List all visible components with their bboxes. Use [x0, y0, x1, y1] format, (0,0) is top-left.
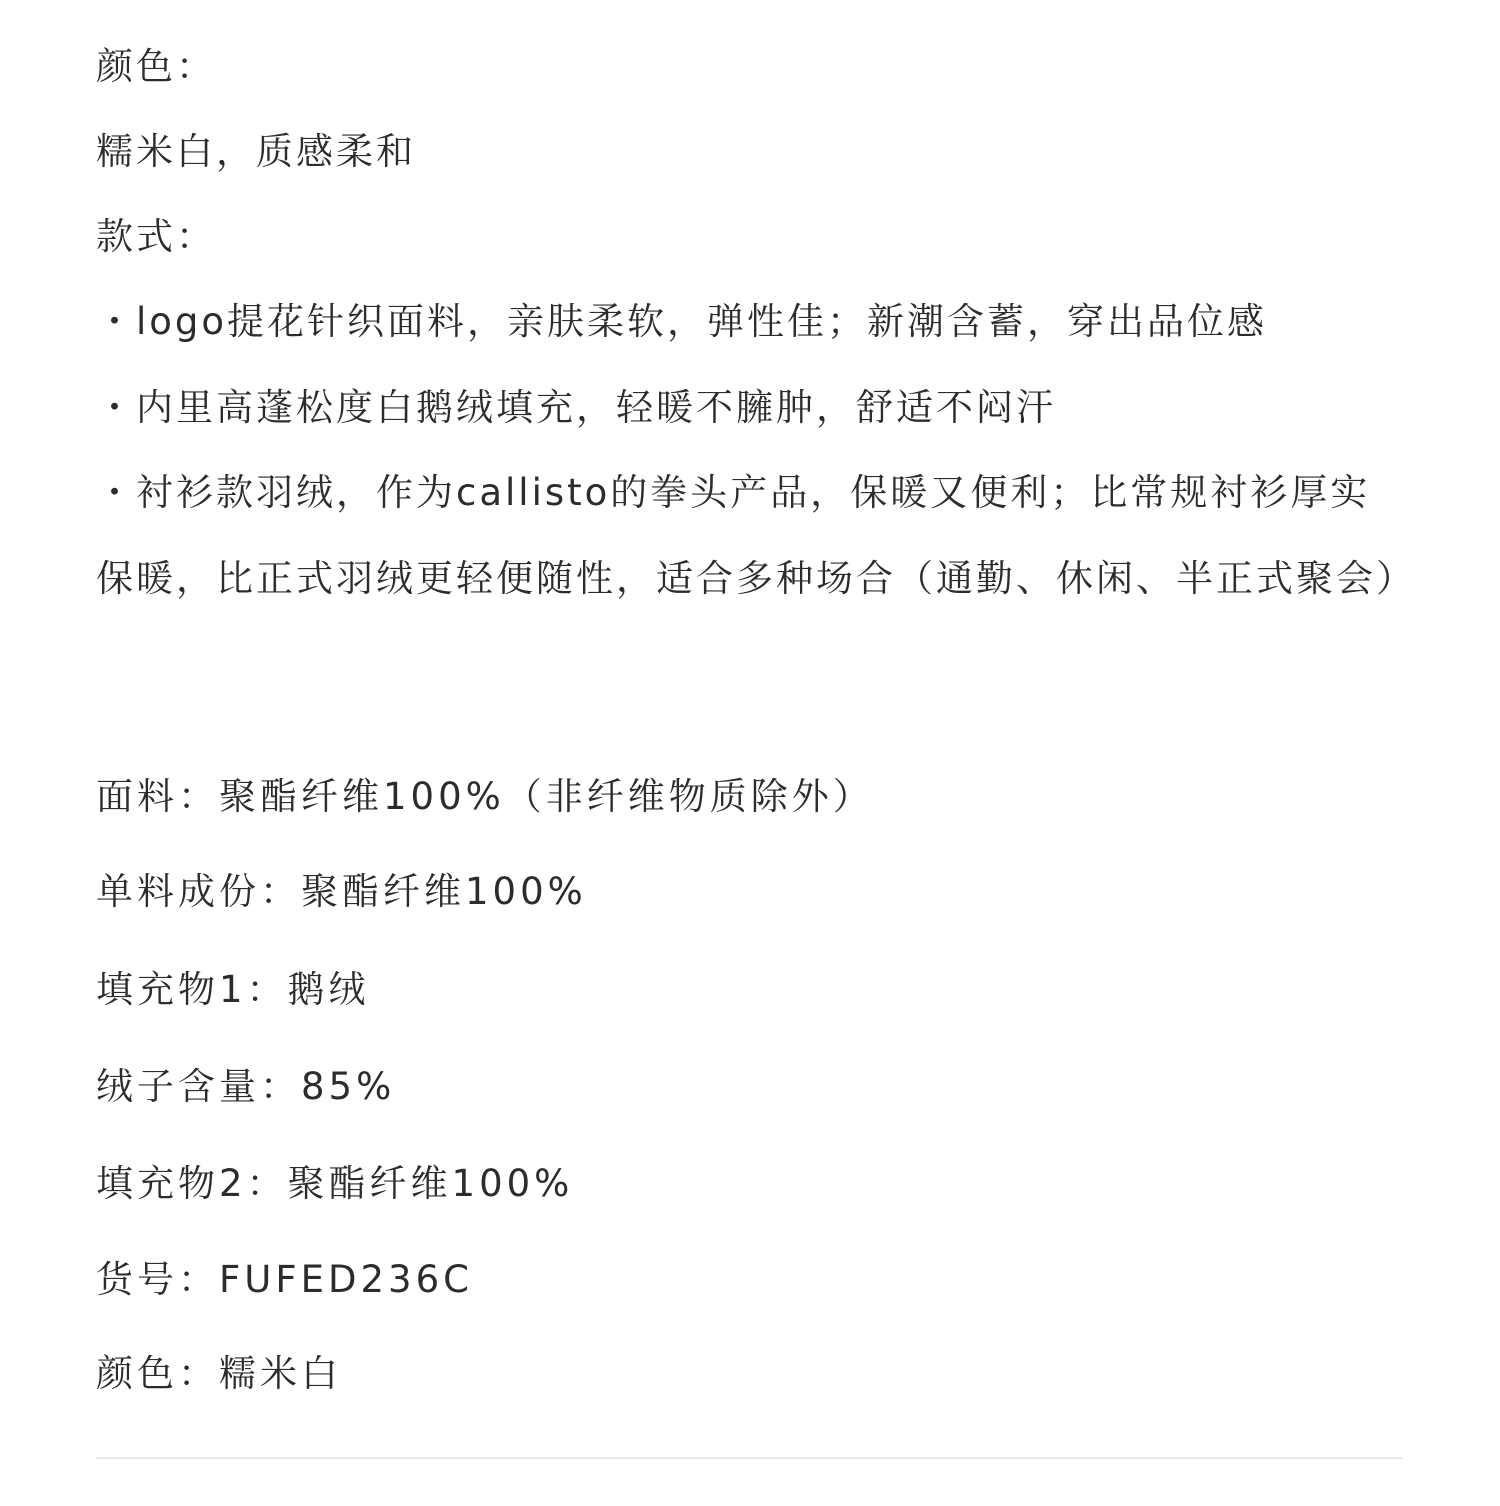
color-description: 糯米白，质感柔和 [96, 130, 416, 173]
spec-down-content: 绒子含量：85% [96, 1065, 396, 1108]
spec-fabric: 面料：聚酯纤维100%（非纤维物质除外） [96, 775, 874, 818]
color-label: 颜色： [96, 45, 216, 88]
spec-item-number: 货号：FUFED236C [96, 1258, 473, 1301]
feature-bullet-fabric: ・logo提花针织面料，亲肤柔软，弹性佳；新潮含蓄，穿出品位感 [96, 300, 1268, 343]
spec-filling-2: 填充物2：聚酯纤维100% [96, 1162, 574, 1205]
bottom-divider [96, 1457, 1402, 1459]
spec-color: 颜色：糯米白 [96, 1352, 342, 1395]
spec-filling-1: 填充物1：鹅绒 [96, 968, 370, 1011]
style-label: 款式： [96, 215, 216, 258]
feature-bullet-style: ・衬衫款羽绒，作为callisto的拳头产品，保暖又便利；比常规衬衫厚实保暖，比正式羽绒更轻便随性，适合多种场合（通勤、休闲、半正式聚会） [96, 471, 1416, 600]
spec-single-fabric: 单料成份：聚酯纤维100% [96, 870, 587, 913]
feature-bullet-filling: ・内里高蓬松度白鹅绒填充，轻暖不臃肿，舒适不闷汗 [96, 386, 1056, 429]
